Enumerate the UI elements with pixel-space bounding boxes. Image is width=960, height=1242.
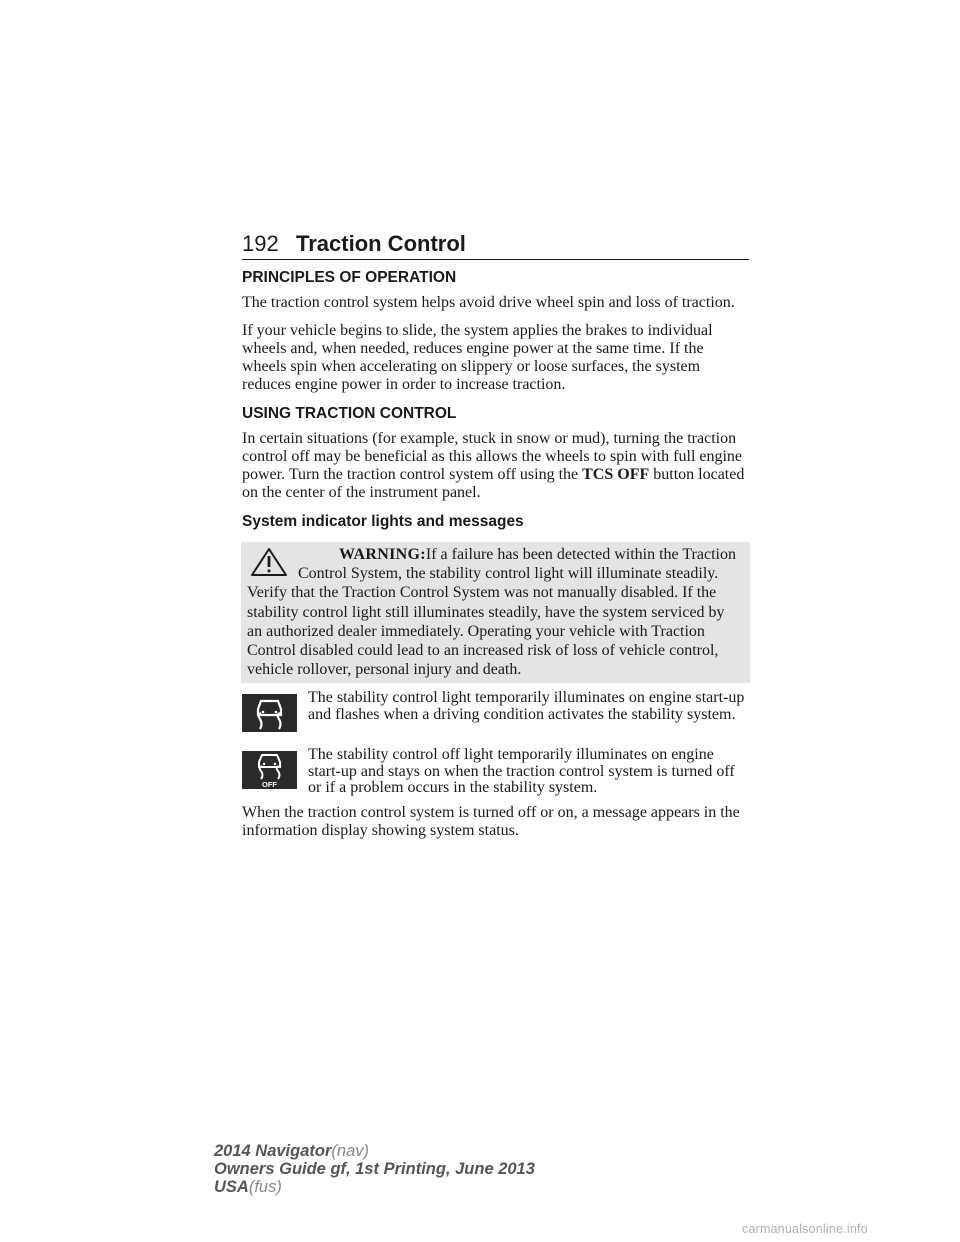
using-text-end: button located on the center of the instrument panel. (242, 466, 745, 501)
stability-control-off-icon (242, 751, 297, 789)
off-icon-label: OFF (262, 780, 277, 790)
stability-off-light-row (242, 747, 749, 801)
page-content (242, 268, 749, 850)
footer-line-3 (214, 1178, 535, 1196)
page-number: 192 (242, 231, 279, 256)
heading-indicators: System indicator lights and messages (242, 513, 524, 530)
page-footer (214, 1142, 535, 1196)
stability-control-icon (242, 694, 297, 732)
heading-principles: PRINCIPLES OF OPERATION (242, 269, 457, 286)
paragraph-principles-1: The traction control system helps avoid drive wheel spin and loss of traction. (242, 294, 735, 311)
footer-edition: Owners Guide gf, 1st Printing, June 2013 (214, 1160, 535, 1178)
footer-model-code: (nav) (331, 1142, 369, 1160)
tcs-off-button-label: TCS OFF (582, 466, 650, 483)
footer-line-2 (214, 1160, 535, 1178)
paragraph-principles-2: If your vehicle begins to slide, the system applies the brakes to individual wheels and, when needed, reduces engine power at the same time. If the wheels spin when accelerating on slippery or loose surfaces, the system reduces engine power in order to increase traction. (242, 322, 713, 393)
footer-line-1 (214, 1142, 535, 1160)
paragraph-closing: When the traction control system is turned off or on, a message appears in the information display showing system status. (242, 804, 740, 840)
footer-market: USA (214, 1178, 249, 1196)
warning-text: If a failure has been detected within the Traction Control System, the stability control light will illuminate steadily. Verify that the Traction Control System was not manually disabled. If the stability control light still illuminates steadily, have the system serviced by an authorized dealer immediately. Operating your vehicle with Traction Control disabled could lead to an increased risk of loss of vehicle control, vehicle rollover, personal injury and death. (247, 546, 736, 679)
chapter-title: Traction Control (296, 231, 466, 256)
footer-model: 2014 Navigator (214, 1142, 332, 1160)
page-header (242, 229, 749, 259)
stability-light-text: The stability control light temporarily illuminates on engine start-up and flashes when a driving condition activates the stability system. (308, 689, 745, 723)
stability-off-light-text: The stability control off light temporarily illuminates on engine start-up and stays on when the traction control system is turned off or if a problem occurs in the stability system. (308, 746, 735, 797)
warning-label: WARNING: (339, 546, 426, 563)
heading-using: USING TRACTION CONTROL (242, 405, 457, 422)
stability-light-row (242, 690, 749, 744)
using-text-start: In certain situations (for example, stuck in snow or mud), turning the traction control off may be beneficial as this allows the wheels to spin with full engine power. Turn the traction control system off using the (242, 430, 743, 483)
header-rule (242, 259, 749, 260)
footer-market-code: (fus) (248, 1178, 282, 1196)
paragraph-using (242, 430, 749, 502)
warning-triangle-icon (250, 547, 288, 577)
watermark: carmanualsonline.info (742, 1222, 868, 1236)
warning-box (241, 542, 750, 683)
